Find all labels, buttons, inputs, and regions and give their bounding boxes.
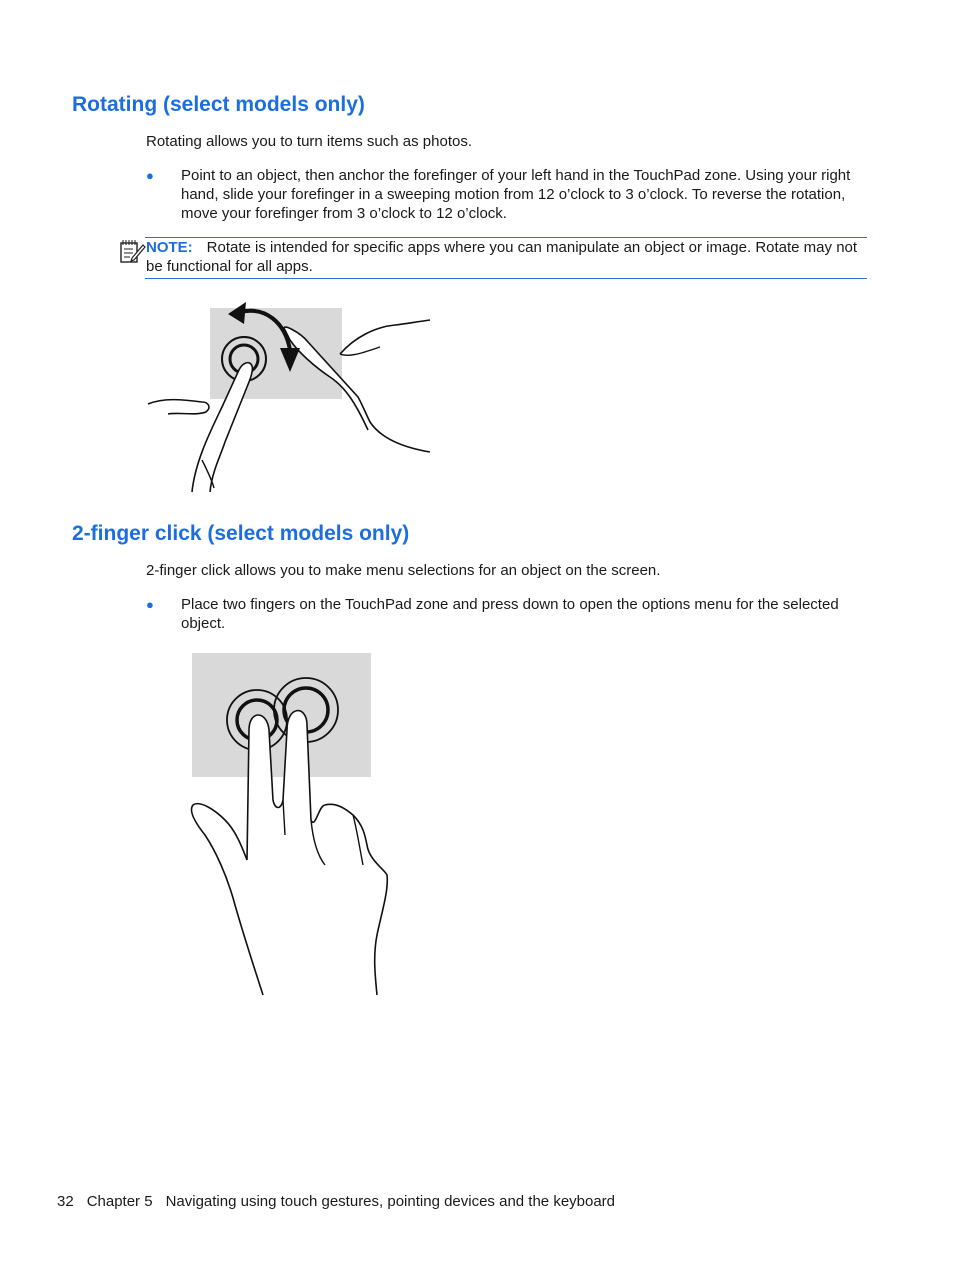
bullet-icon: ● <box>146 597 154 612</box>
section-heading-rotating: Rotating (select models only) <box>72 93 365 116</box>
two-finger-click-illustration <box>185 650 395 1000</box>
rotating-intro: Rotating allows you to turn items such as photos. <box>146 133 473 150</box>
note-label: NOTE: <box>146 239 193 256</box>
section-heading-2-finger-click: 2-finger click (select models only) <box>72 522 410 545</box>
two-finger-bullet-text: Place two fingers on the TouchPad zone and press down to open the options menu for the selected object. <box>181 596 839 632</box>
rotating-bullet-text: Point to an object, then anchor the forefinger of your left hand in the TouchPad zone. Using your right hand, slide your forefinger in a sweeping motion from 12 o’clock to 3 o’clock. To reverse the rotation, move your forefinger from 3 o’clock to 12 o’clock. <box>181 167 851 222</box>
note-body: Rotate is intended for specific apps where you can manipulate an object or image. Rotate may not be functional for all apps. <box>146 239 858 275</box>
note-text <box>146 238 866 276</box>
rotate-gesture-illustration <box>140 292 440 497</box>
page-footer <box>57 1192 628 1211</box>
bullet-icon: ● <box>146 168 154 183</box>
two-finger-intro: 2-finger click allows you to make menu selections for an object on the screen. <box>146 562 661 579</box>
footer-chapter: Chapter 5 <box>86 1193 153 1210</box>
page-number: 32 <box>57 1193 74 1210</box>
note-pad-icon <box>118 238 146 264</box>
footer-chapter-title: Navigating using touch gestures, pointing devices and the keyboard <box>165 1193 616 1210</box>
